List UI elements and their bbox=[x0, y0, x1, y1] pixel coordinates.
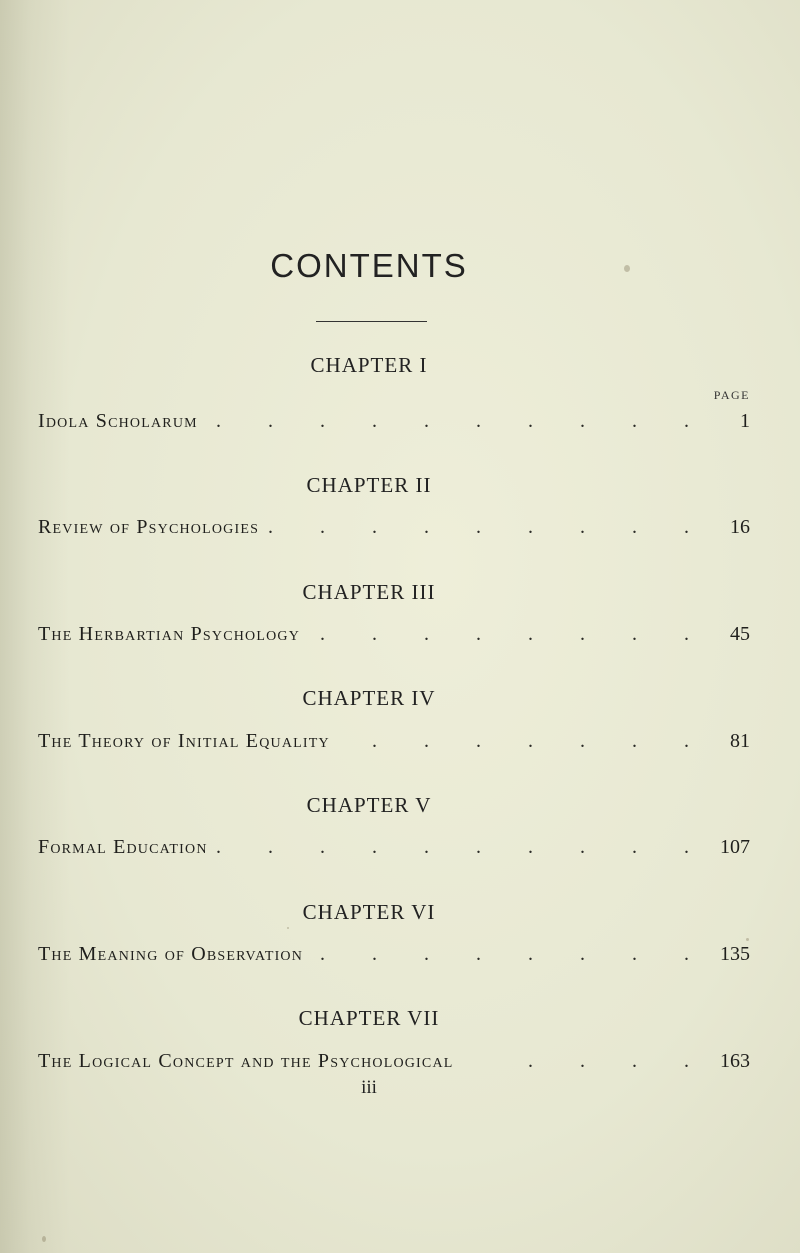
toc-entry bbox=[38, 1050, 750, 1076]
paper-speck bbox=[42, 1236, 46, 1242]
toc-leader-dots: . . . . . . . bbox=[372, 730, 710, 752]
toc-entry-page: 45 bbox=[730, 623, 750, 645]
chapter-heading: CHAPTER VII bbox=[298, 1006, 440, 1030]
toc-entry-title: The Theory of Initial Equality bbox=[38, 730, 330, 752]
toc-entry-page: 107 bbox=[720, 836, 750, 858]
toc-leader-dots: . . . . . . . . bbox=[320, 943, 710, 965]
chapter-heading: CHAPTER III bbox=[302, 580, 436, 604]
paper-speck bbox=[746, 938, 749, 941]
toc-entry-title: The Logical Concept and the Psychological bbox=[38, 1050, 454, 1072]
chapter-heading: CHAPTER VI bbox=[302, 900, 436, 924]
toc-entry-page: 16 bbox=[730, 516, 750, 538]
toc-entry-page: 1 bbox=[740, 410, 750, 432]
paper-speck bbox=[624, 265, 630, 272]
page-title: CONTENTS bbox=[270, 247, 468, 284]
toc-entry bbox=[38, 623, 750, 649]
page-folio: iii bbox=[361, 1077, 377, 1098]
paper-speck bbox=[287, 927, 289, 929]
toc-entry-title: Review of Psychologies bbox=[38, 516, 260, 538]
toc-leader-dots: . . . . . . . . . bbox=[268, 516, 710, 538]
toc-entry-page: 81 bbox=[730, 730, 750, 752]
toc-entry bbox=[38, 516, 750, 542]
page-column-label: PAGE bbox=[713, 388, 750, 402]
toc-leader-dots: . . . . . . . . . . bbox=[216, 836, 710, 858]
toc-entry-title: The Herbartian Psychology bbox=[38, 623, 301, 645]
toc-leader-dots: . . . . . . . . bbox=[320, 623, 710, 645]
chapter-heading: CHAPTER IV bbox=[302, 686, 436, 710]
chapter-heading: CHAPTER I bbox=[310, 353, 428, 377]
toc-entry bbox=[38, 410, 750, 436]
chapter-heading: CHAPTER V bbox=[306, 793, 432, 817]
toc-entry bbox=[38, 943, 750, 969]
toc-leader-dots: . . . . bbox=[528, 1050, 710, 1072]
toc-entry-title: Idola Scholarum bbox=[38, 410, 198, 432]
toc-leader-dots: . . . . . . . . . . bbox=[216, 410, 710, 432]
chapter-heading: CHAPTER II bbox=[306, 473, 432, 497]
toc-entry bbox=[38, 836, 750, 862]
toc-entry-title: Formal Education bbox=[38, 836, 208, 858]
title-rule bbox=[316, 321, 427, 322]
toc-entry-page: 163 bbox=[720, 1050, 750, 1072]
toc-entry-page: 135 bbox=[720, 943, 750, 965]
toc-entry-title: The Meaning of Observation bbox=[38, 943, 304, 965]
toc-entry bbox=[38, 730, 750, 756]
